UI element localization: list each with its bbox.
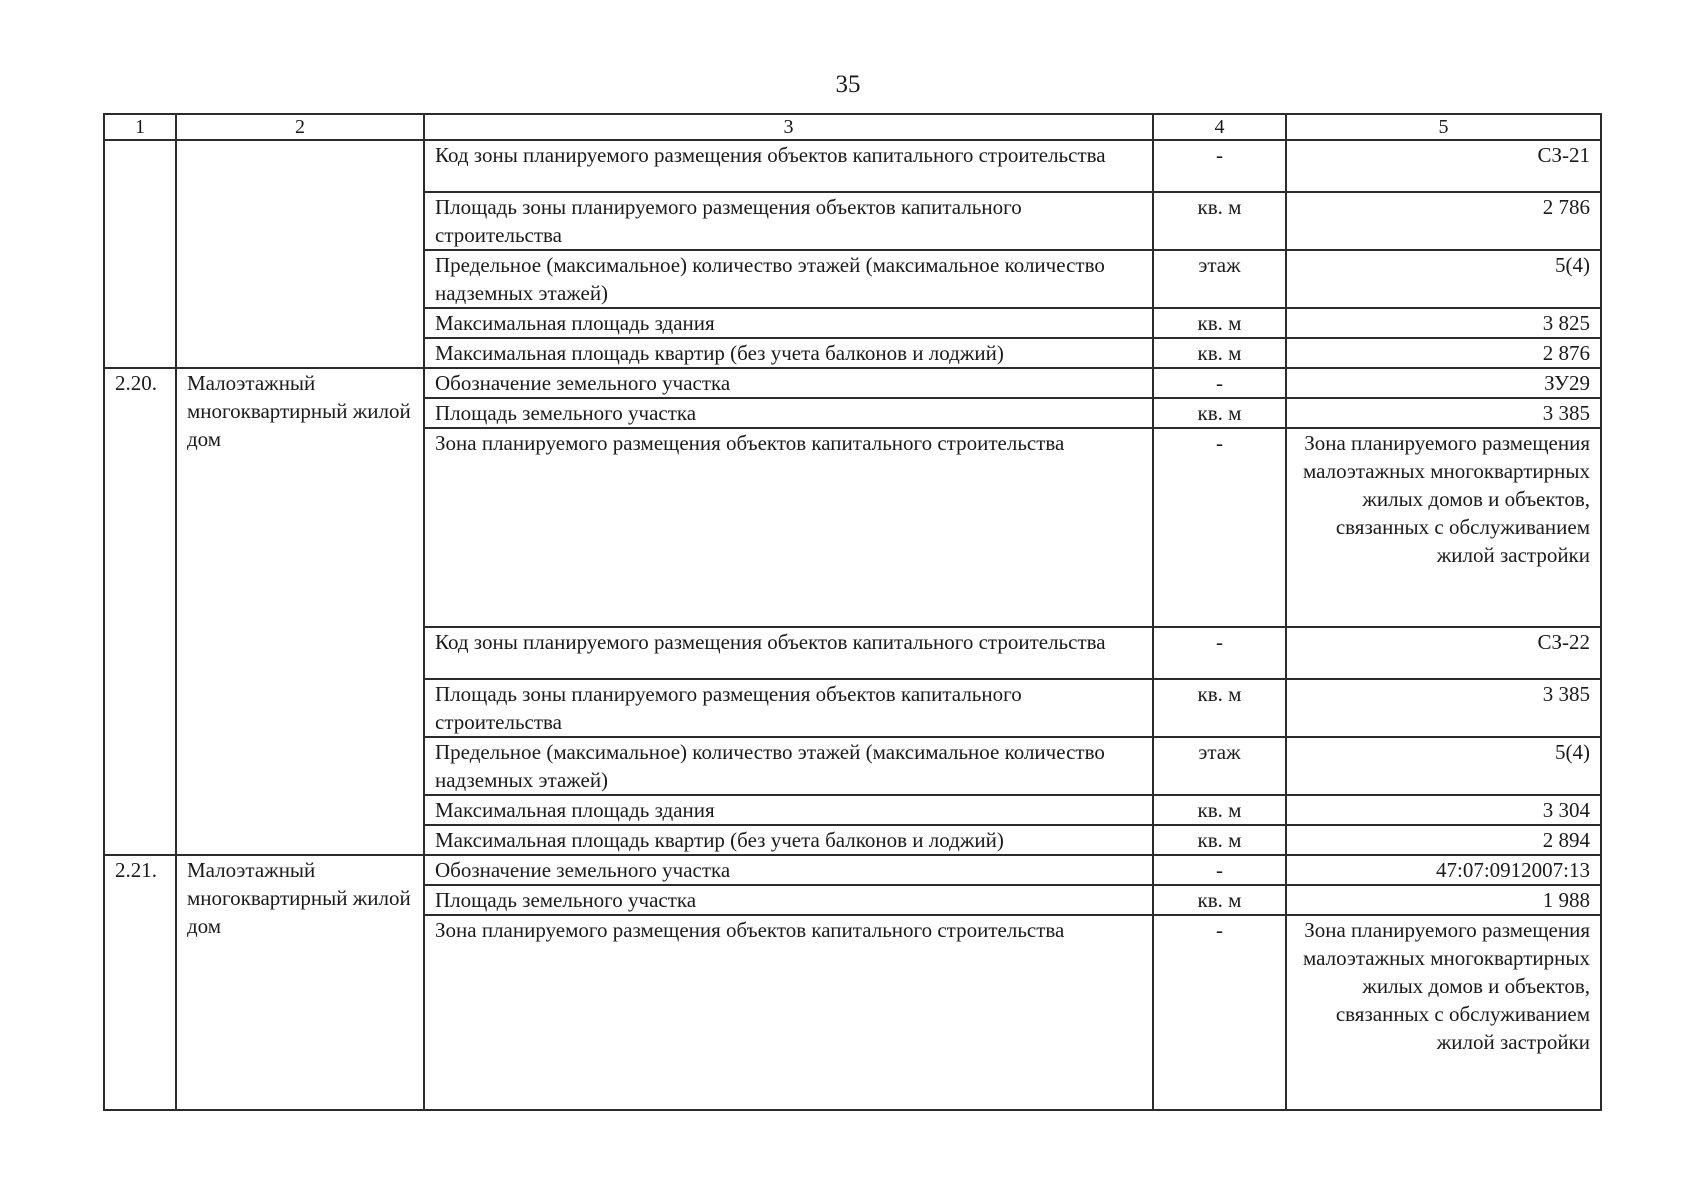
object-name: Малоэтажный многоквартирный жилой дом [176, 855, 424, 1110]
table-row [104, 855, 1601, 885]
parameter-name: Максимальная площадь квартир (без учета балконов и лоджий) [424, 825, 1153, 855]
value: 2 894 [1286, 825, 1601, 855]
value: 3 385 [1286, 398, 1601, 428]
unit: кв. м [1153, 398, 1286, 428]
parameter-name: Максимальная площадь здания [424, 308, 1153, 338]
row-number: 2.21. [104, 855, 176, 1110]
parameters-table [103, 113, 1602, 1111]
unit: - [1153, 140, 1286, 192]
unit: кв. м [1153, 795, 1286, 825]
parameter-name: Зона планируемого размещения объектов капитального строительства [424, 915, 1153, 1110]
unit: - [1153, 368, 1286, 398]
unit: - [1153, 915, 1286, 1110]
unit: кв. м [1153, 308, 1286, 338]
unit: этаж [1153, 737, 1286, 795]
parameter-name: Площадь зоны планируемого размещения объектов капитального строительства [424, 192, 1153, 250]
value: 3 304 [1286, 795, 1601, 825]
unit: - [1153, 428, 1286, 627]
value: СЗ-21 [1286, 140, 1601, 192]
value: 2 786 [1286, 192, 1601, 250]
table-header-row [104, 114, 1601, 140]
value: 1 988 [1286, 885, 1601, 915]
parameter-name: Предельное (максимальное) количество этажей (максимальное количество надземных этажей) [424, 737, 1153, 795]
parameter-name: Предельное (максимальное) количество этажей (максимальное количество надземных этажей) [424, 250, 1153, 308]
table-row [104, 140, 1601, 192]
unit: кв. м [1153, 338, 1286, 368]
value: Зона планируемого размещения малоэтажных многоквартирных жилых домов и объектов, связанных с обслуживанием жилой застройки [1286, 428, 1601, 627]
unit: - [1153, 855, 1286, 885]
unit: - [1153, 627, 1286, 679]
unit: кв. м [1153, 192, 1286, 250]
parameter-name: Площадь зоны планируемого размещения объектов капитального строительства [424, 679, 1153, 737]
parameter-name: Код зоны планируемого размещения объектов капитального строительства [424, 627, 1153, 679]
column-header: 1 [104, 114, 176, 140]
parameter-name: Максимальная площадь квартир (без учета балконов и лоджий) [424, 338, 1153, 368]
column-header: 3 [424, 114, 1153, 140]
unit: этаж [1153, 250, 1286, 308]
object-name: Малоэтажный многоквартирный жилой дом [176, 368, 424, 855]
value: ЗУ29 [1286, 368, 1601, 398]
column-header: 5 [1286, 114, 1601, 140]
unit: кв. м [1153, 679, 1286, 737]
parameter-name: Обозначение земельного участка [424, 368, 1153, 398]
column-header: 4 [1153, 114, 1286, 140]
value: СЗ-22 [1286, 627, 1601, 679]
value: 3 825 [1286, 308, 1601, 338]
page-number: 35 [835, 71, 861, 98]
value: 2 876 [1286, 338, 1601, 368]
parameter-name: Максимальная площадь здания [424, 795, 1153, 825]
parameter-name: Площадь земельного участка [424, 398, 1153, 428]
value: 47:07:0912007:13 [1286, 855, 1601, 885]
value: 5(4) [1286, 250, 1601, 308]
row-number [104, 140, 176, 368]
column-header: 2 [176, 114, 424, 140]
table-row [104, 368, 1601, 398]
object-name [176, 140, 424, 368]
row-number: 2.20. [104, 368, 176, 855]
parameter-name: Зона планируемого размещения объектов капитального строительства [424, 428, 1153, 627]
unit: кв. м [1153, 885, 1286, 915]
parameter-name: Код зоны планируемого размещения объектов капитального строительства [424, 140, 1153, 192]
parameter-name: Обозначение земельного участка [424, 855, 1153, 885]
unit: кв. м [1153, 825, 1286, 855]
value: 5(4) [1286, 737, 1601, 795]
parameter-name: Площадь земельного участка [424, 885, 1153, 915]
value: 3 385 [1286, 679, 1601, 737]
value: Зона планируемого размещения малоэтажных многоквартирных жилых домов и объектов, связанных с обслуживанием жилой застройки [1286, 915, 1601, 1110]
